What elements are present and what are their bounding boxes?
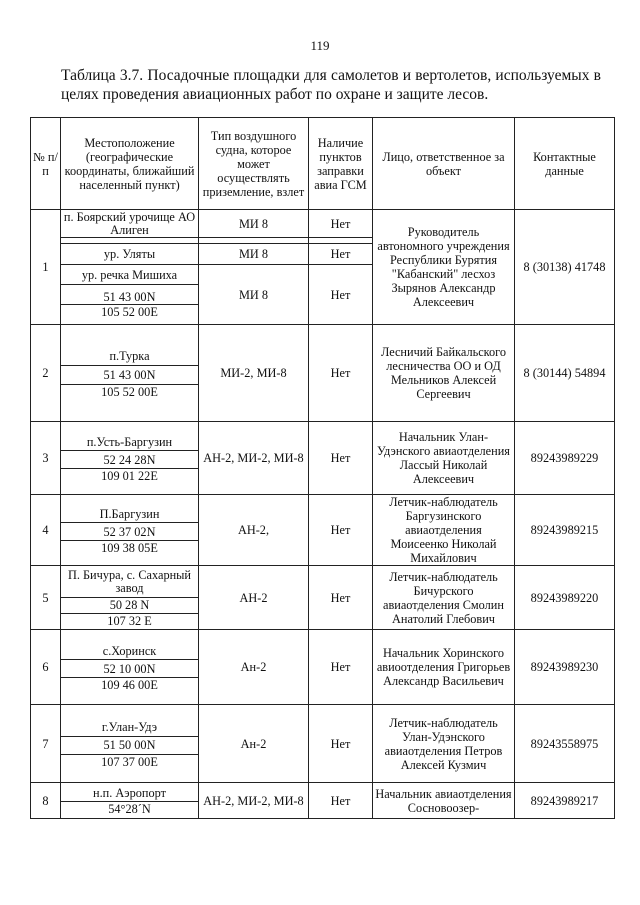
latitude: 54°28´N xyxy=(108,802,151,817)
table-row xyxy=(31,630,615,705)
table-row xyxy=(31,422,615,495)
header-fuel: Наличие пунктов заправки авиа ГСМ xyxy=(309,118,373,210)
longitude: 105 52 00E xyxy=(101,305,158,319)
row-number: 3 xyxy=(31,422,61,495)
fuel-cell: Нет xyxy=(309,783,373,819)
fuel-cell: Нет xyxy=(309,265,373,325)
table-row xyxy=(31,210,615,238)
longitude: 107 32 E xyxy=(107,613,152,628)
aircraft-cell: Ан-2 xyxy=(199,630,309,705)
place-name: П.Баргузин xyxy=(61,505,198,523)
row-number: 1 xyxy=(31,210,61,325)
location-cell xyxy=(61,630,199,705)
latitude: 52 37 02N xyxy=(61,523,198,541)
fuel-cell: Нет xyxy=(309,705,373,783)
latitude: 50 28 N xyxy=(61,597,198,613)
contacts-cell: 89243989217 xyxy=(515,783,615,819)
table-header-row xyxy=(31,118,615,210)
table-row xyxy=(31,783,615,819)
aircraft-cell: МИ 8 xyxy=(199,265,309,325)
aircraft-cell: АН-2, МИ-2, МИ-8 xyxy=(199,783,309,819)
fuel-cell: Нет xyxy=(309,325,373,422)
fuel-cell: Нет xyxy=(309,630,373,705)
header-num: № п/п xyxy=(31,118,61,210)
fuel-cell: Нет xyxy=(309,495,373,566)
responsible-cell: Начальник Хоринского авиоотделения Григорьев Александр Васильевич xyxy=(373,630,515,705)
row-number: 4 xyxy=(31,495,61,566)
table-row xyxy=(31,325,615,422)
responsible-cell: Начальник авиаотделения Сосновоозер- xyxy=(373,783,515,819)
place-name: н.п. Аэропорт xyxy=(61,785,198,802)
responsible-cell: Летчик-наблюдатель Бичурского авиаотделения Смолин Анатолий Глебович xyxy=(373,566,515,630)
latitude: 51 50 00N xyxy=(61,736,198,754)
contacts-cell: 89243558975 xyxy=(515,705,615,783)
contacts-cell: 89243989229 xyxy=(515,422,615,495)
latitude: 52 10 00N xyxy=(61,660,198,678)
responsible-cell: Лесничий Байкальского лесничества ОО и ОД Мельников Алексей Сергеевич xyxy=(373,325,515,422)
row-number: 8 xyxy=(31,783,61,819)
longitude: 109 38 05E xyxy=(101,541,158,556)
responsible-cell: Летчик-наблюдатель Улан-Удэнского авиаотделения Петров Алексей Кузмич xyxy=(373,705,515,783)
location-cell xyxy=(61,705,199,783)
longitude: 105 52 00E xyxy=(101,385,158,400)
contacts-cell: 8 (30138) 41748 xyxy=(515,210,615,325)
location-cell xyxy=(61,566,199,630)
location-cell: ур. Уляты xyxy=(61,244,199,265)
location-cell xyxy=(61,783,199,819)
longitude: 107 37 00E xyxy=(101,754,158,769)
latitude: 51 43 00N xyxy=(61,366,198,385)
fuel-cell: Нет xyxy=(309,210,373,238)
longitude: 109 01 22E xyxy=(101,469,158,484)
aircraft-cell: МИ 8 xyxy=(199,244,309,265)
place-name: г.Улан-Удэ xyxy=(61,718,198,736)
responsible-cell: Летчик-наблюдатель Баргузинского авиаотделения Моисеенко Николай Михайлович xyxy=(373,495,515,566)
place-name: П. Бичура, с. Сахарный завод xyxy=(61,567,198,597)
latitude: 51 43 00N xyxy=(61,290,198,305)
aircraft-cell: АН-2 xyxy=(199,566,309,630)
latitude: 52 24 28N xyxy=(61,451,198,469)
contacts-cell: 89243989215 xyxy=(515,495,615,566)
contacts-cell: 89243989220 xyxy=(515,566,615,630)
header-responsible: Лицо, ответственное за объект xyxy=(373,118,515,210)
place-name: п.Усть-Баргузин xyxy=(61,433,198,451)
header-location: Местоположение (географические координаты, ближайший населенный пункт) xyxy=(61,118,199,210)
aircraft-cell: Ан-2 xyxy=(199,705,309,783)
location-cell xyxy=(61,325,199,422)
aircraft-cell: МИ 8 xyxy=(199,210,309,238)
aircraft-cell: АН-2, xyxy=(199,495,309,566)
location-cell: ур. речка Мишиха xyxy=(61,265,199,285)
responsible-cell: Руководитель автономного учреждения Республики Бурятия "Кабанский" лесхоз Зырянов Александр Алексеевич xyxy=(373,210,515,325)
contacts-cell: 8 (30144) 54894 xyxy=(515,325,615,422)
location-cell xyxy=(61,495,199,566)
fuel-cell: Нет xyxy=(309,244,373,265)
table-row xyxy=(31,566,615,630)
header-aircraft: Тип воздушного судна, которое может осуществлять приземление, взлет xyxy=(199,118,309,210)
contacts-cell: 89243989230 xyxy=(515,630,615,705)
responsible-cell: Начальник Улан-Удэнского авиаотделения Лассый Николай Алексеевич xyxy=(373,422,515,495)
longitude: 109 46 00E xyxy=(101,678,158,693)
fuel-cell: Нет xyxy=(309,566,373,630)
aircraft-cell: АН-2, МИ-2, МИ-8 xyxy=(199,422,309,495)
aircraft-cell: МИ-2, МИ-8 xyxy=(199,325,309,422)
row-number: 2 xyxy=(31,325,61,422)
coordinates-cell xyxy=(61,285,199,325)
header-contacts: Контактные данные xyxy=(515,118,615,210)
location-cell xyxy=(61,422,199,495)
row-number: 6 xyxy=(31,630,61,705)
place-name: п.Турка xyxy=(61,347,198,366)
place-name: с.Хоринск xyxy=(61,642,198,660)
fuel-cell: Нет xyxy=(309,422,373,495)
location-cell: п. Боярский урочище АО Алиген xyxy=(61,210,199,238)
landing-sites-table xyxy=(30,117,615,819)
table-caption: Таблица 3.7. Посадочные площадки для самолетов и вертолетов, используемых в целях проведения авиационных работ по охране и защите лесов. xyxy=(61,67,601,103)
row-number: 5 xyxy=(31,566,61,630)
page-number: 119 xyxy=(310,38,330,53)
row-number: 7 xyxy=(31,705,61,783)
table-row xyxy=(31,495,615,566)
table-row xyxy=(31,705,615,783)
